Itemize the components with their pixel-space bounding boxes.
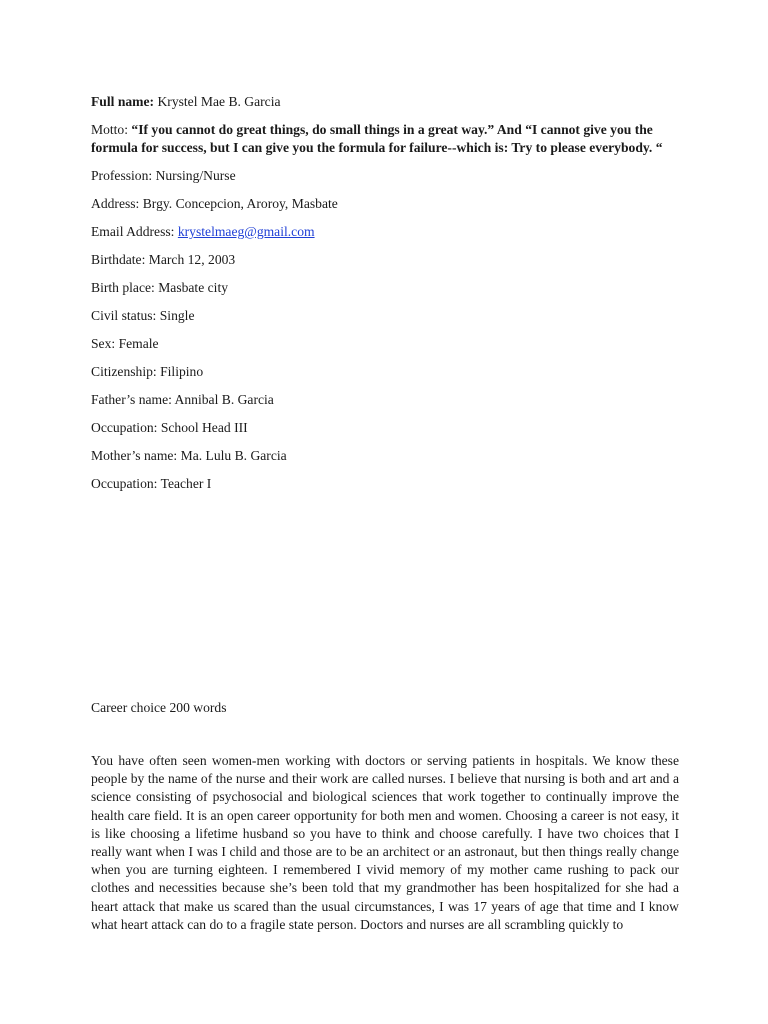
full-name-value: Krystel Mae B. Garcia (157, 94, 281, 109)
email-label: Email Address: (91, 224, 175, 239)
birthplace-line: Birth place: Masbate city (91, 280, 229, 295)
full-name-line (91, 93, 679, 110)
mother-name-line: Mother’s name: Ma. Lulu B. Garcia (91, 448, 287, 463)
essay-body: You have often seen women-men working with doctors or serving patients in hospitals. We know these people by the name of the nurse and their work are called nurses. I believe that nursing is both and art and a science consisting of psychosocial and biological sciences that work together to continually improve the health care field. It is an open career opportunity for both men and women. Choosing a career is not easy, it is like choosing a lifetime husband so you have to think and choose carefully. I have two choices that I really want when I was I child and those are to be an architect or an astronaut, but then things really change when you are turning eighteen. I remembered I vivid memory of my mother came rushing to pack our clothes and necessities because she’s been told that my grandmother has been hospitalized for she had a heart attack that make us scared than the usual circumstances, I was 17 years of age that time and I know what heart attack can do to a fragile state person. Doctors and nurses are all scrambling quickly to (91, 753, 679, 932)
motto-text: “If you cannot do great things, do small things in a great way.” And “I cannot give you the formula for success, but I can give you the formula for failure--which is: Try to please everybody. “ (91, 122, 663, 155)
full-name-label: Full name: (91, 94, 155, 109)
sex-line: Sex: Female (91, 336, 159, 351)
profession-line: Profession: Nursing/Nurse (91, 168, 236, 183)
citizenship-line: Citizenship: Filipino (91, 364, 204, 379)
motto-paragraph (91, 121, 679, 157)
father-occupation-line: Occupation: School Head III (91, 420, 248, 435)
father-name-line: Father’s name: Annibal B. Garcia (91, 392, 274, 407)
mother-occupation-line: Occupation: Teacher I (91, 476, 212, 491)
essay-heading: Career choice 200 words (91, 700, 227, 715)
email-line (91, 223, 679, 240)
motto-label: Motto: (91, 122, 129, 137)
birthdate-line: Birthdate: March 12, 2003 (91, 252, 236, 267)
civil-status-line: Civil status: Single (91, 308, 195, 323)
email-link[interactable]: krystelmaeg@gmail.com (177, 224, 315, 239)
address-line: Address: Brgy. Concepcion, Aroroy, Masbate (91, 196, 338, 211)
